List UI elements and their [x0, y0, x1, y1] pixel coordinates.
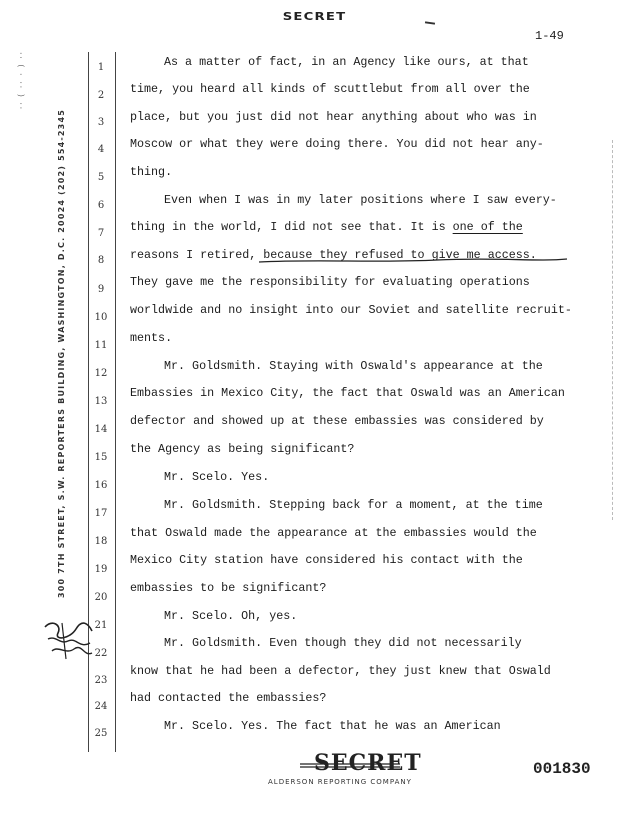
transcript-line: Embassies in Mexico City, the fact that Oswald was an American — [130, 386, 565, 400]
transcript-line: Even when I was in my later positions where I saw every- — [164, 193, 557, 207]
pen-underline — [257, 256, 569, 266]
document-id: 001830 — [533, 760, 591, 778]
reporting-company: ALDERSON REPORTING COMPANY — [268, 778, 412, 786]
transcript-line: reasons I retired, because they refused to give me access. — [130, 248, 537, 262]
line-number: 9 — [97, 284, 105, 295]
line-number: 25 — [94, 728, 108, 739]
line-number: 1 — [97, 62, 105, 73]
transcript-line: had contacted the embassies? — [130, 691, 327, 705]
transcript-line — [130, 220, 523, 234]
margin-scribble — [40, 615, 98, 663]
line-number: 5 — [97, 172, 105, 183]
line-number: 23 — [94, 675, 108, 686]
line-number: 19 — [94, 564, 108, 575]
line-number: 3 — [97, 117, 105, 128]
line-number: 16 — [94, 480, 108, 491]
page-number: 1-49 — [535, 29, 564, 43]
line-number: 10 — [94, 312, 108, 323]
line-number: 7 — [97, 228, 105, 239]
line-number: 21 — [94, 620, 108, 631]
underlined-phrase: one of the — [452, 220, 523, 234]
line-number: 22 — [94, 648, 108, 659]
line-number: 18 — [94, 536, 108, 547]
transcript-line-text: thing in the world, I did not see that. It is — [130, 220, 453, 234]
right-margin-rule — [612, 140, 613, 520]
transcript-line: worldwide and no insight into our Soviet and satellite recruit- — [130, 303, 572, 317]
transcript-line: Mr. Goldsmith. Stepping back for a moment, at the time — [164, 498, 543, 512]
transcript-line: Mr. Goldsmith. Staying with Oswald's appearance at the — [164, 359, 543, 373]
line-number: 20 — [94, 592, 108, 603]
transcript-line: thing. — [130, 165, 173, 179]
line-number: 12 — [94, 368, 108, 379]
transcript-line: know that he had been a defector, they just knew that Oswald — [130, 664, 551, 678]
transcript-line: place, but you just did not hear anything about who was in — [130, 110, 537, 124]
header-secret-mark: SECRET — [282, 10, 347, 23]
transcript-line: As a matter of fact, in an Agency like ours, at that — [164, 55, 529, 69]
line-number: 4 — [97, 144, 105, 155]
transcript-line: time, you heard all kinds of scuttlebut from all over the — [130, 82, 530, 96]
line-number: 13 — [94, 396, 108, 407]
transcript-line: Moscow or what they were doing there. You did not hear any- — [130, 137, 544, 151]
line-number: 6 — [97, 200, 105, 211]
header-tick-mark — [425, 21, 435, 24]
transcript-line: Mr. Goldsmith. Even though they did not necessarily — [164, 636, 522, 650]
line-number: 14 — [94, 424, 108, 435]
transcript-line: Mr. Scelo. Oh, yes. — [164, 609, 298, 623]
line-number: 15 — [94, 452, 108, 463]
edge-scan-mark: ·· ( ·· · ) ·· — [18, 51, 26, 110]
left-margin-rule-inner — [115, 52, 116, 752]
line-number: 17 — [94, 508, 108, 519]
line-number: 24 — [94, 701, 108, 712]
transcript-line: that Oswald made the appearance at the embassies would the — [130, 526, 537, 540]
line-number: 8 — [97, 255, 105, 266]
transcript-line: ments. — [130, 331, 173, 345]
line-number: 11 — [94, 340, 108, 351]
reporter-address-stamp: 300 7TH STREET, S.W. REPORTERS BUILDING, WASHINGTON, D.C. 20024 (202) 554-2345 — [57, 109, 66, 598]
transcript-line: the Agency as being significant? — [130, 442, 355, 456]
transcript-line: embassies to be significant? — [130, 581, 327, 595]
transcript-line: Mr. Scelo. Yes. The fact that he was an American — [164, 719, 501, 733]
transcript-line: They gave me the responsibility for evaluating operations — [130, 275, 530, 289]
line-number: 2 — [97, 90, 105, 101]
transcript-line: Mexico City station have considered his contact with the — [130, 553, 523, 567]
stamp-strike — [300, 758, 400, 772]
secret-stamp: SECRET — [314, 750, 422, 776]
transcript-line: Mr. Scelo. Yes. — [164, 470, 270, 484]
transcript-line: defector and showed up at these embassies was considered by — [130, 414, 544, 428]
